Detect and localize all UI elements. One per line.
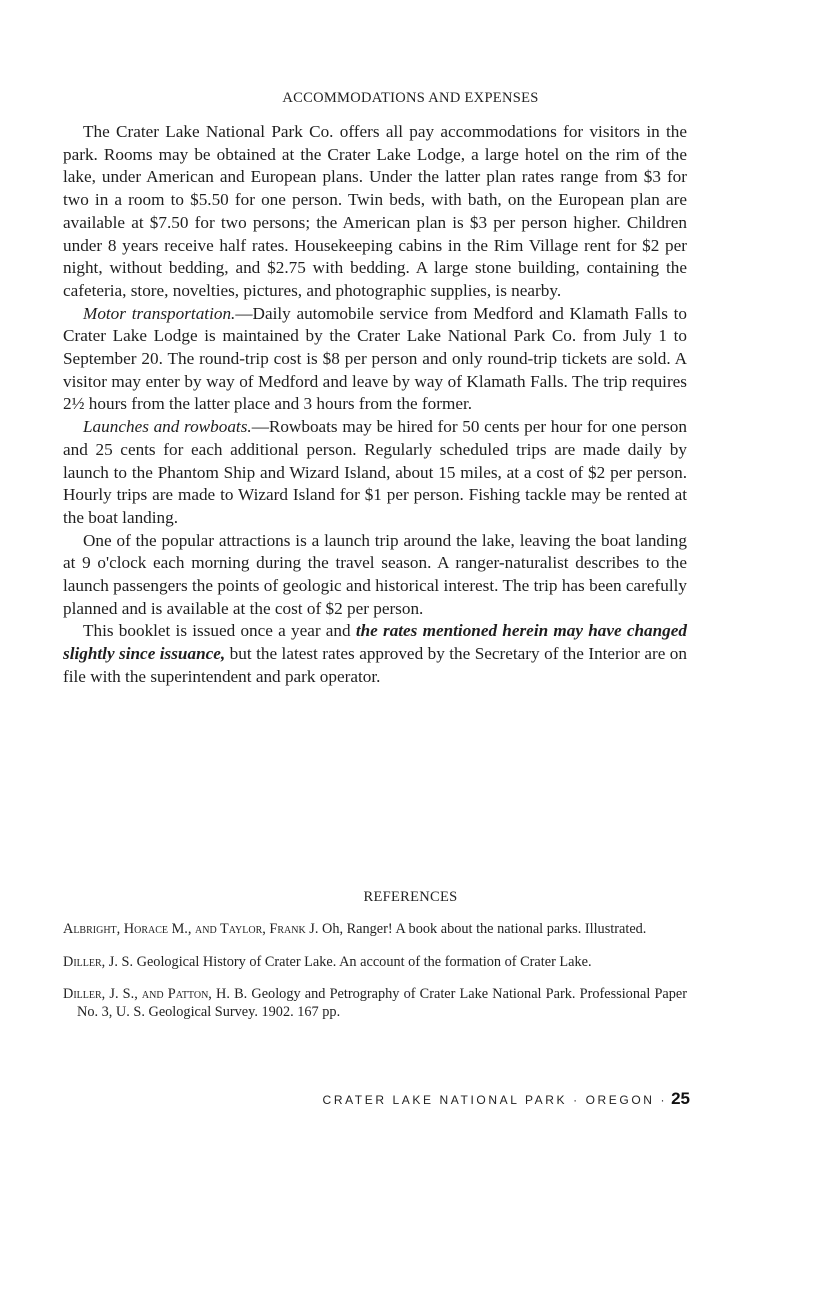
section-heading-accommodations: ACCOMMODATIONS AND EXPENSES — [282, 90, 539, 106]
paragraph-rates-notice: This booklet is issued once a year and the rates mentioned herein may have changed slightly since issuance, but the latest rates approved by the Secretary of the Interior are on file with the superintendent and park operator. — [63, 621, 687, 686]
reference-item: Diller, J. S., and Patton, H. B. Geology and Petrography of Crater Lake National Park. Professional Paper No. 3, U. S. Geological Survey. 1902. 167 pp. — [63, 986, 688, 1020]
reference-authors: Diller, J. S. — [63, 953, 134, 970]
paragraph-launch-trip: One of the popular attractions is a launch trip around the lake, leaving the boat landing at 9 o'clock each morning during the travel season. A ranger-naturalist describes to the launch passengers the points of geologic and historical interest. The trip has been carefully planned and is available at the cost of $2 per person. — [63, 530, 687, 618]
run-in-heading: Motor transportation. — [83, 303, 236, 323]
running-title: CRATER LAKE NATIONAL PARK · OREGON · — [322, 1093, 668, 1107]
page-number: 25 — [671, 1089, 690, 1108]
page-footer — [300, 1089, 690, 1109]
reference-item: Albright, Horace M., and Taylor, Frank J. Oh, Ranger! A book about the national parks. Illustrated. — [63, 921, 647, 937]
section-heading-references: REFERENCES — [363, 889, 458, 905]
references-list — [63, 921, 687, 1036]
reference-authors: Albright, Horace M., and Taylor, Frank J. — [63, 921, 319, 937]
paragraph-accommodations: The Crater Lake National Park Co. offers all pay accommodations for visitors in the park. Rooms may be obtained at the Crater Lake Lodge, a large hotel on the rim of the lake, under American and European plans. Under the latter plan rates range from $3 for two in a room to $5.50 for one person. Twin beds, with bath, on the European plan are available at $7.50 for two persons; the American plan is $3 per person higher. Children under 8 years receive half rates. Housekeeping cabins in the Rim Village rent for $2 per night, without bedding, and $2.75 with bedding. A large stone building, containing the cafeteria, store, novelties, pictures, and photographic supplies, is nearby. — [63, 122, 687, 300]
reference-authors: Diller, J. S., and Patton, H. B. — [63, 986, 248, 1003]
reference-item: Diller, J. S. Geological History of Crater Lake. An account of the formation of Crater Lake. — [63, 953, 592, 970]
run-in-heading: Launches and rowboats. — [83, 417, 252, 437]
paragraph-motor-transportation: Motor transportation.—Daily automobile service from Medford and Klamath Falls to Crater Lake Lodge is maintained by the Crater Lake National Park Co. from July 1 to September 20. The round-trip cost is $8 per person and only round-trip tickets are sold. A visitor may enter by way of Medford and leave by way of Klamath Falls. The trip requires 2½ hours from the latter place and 3 hours from the former. — [63, 303, 687, 414]
accommodations-body — [63, 121, 687, 689]
paragraph-launches-rowboats: Launches and rowboats.—Rowboats may be hired for 50 cents per hour for one person and 25 cents for each additional person. Regularly scheduled trips are made daily by launch to the Phantom Ship and Wizard Island, about 15 miles, at a cost of $2 per person. Hourly trips are made to Wizard Island for $1 per person. Fishing tackle may be rented at the boat landing. — [63, 417, 687, 527]
rates-emphasis: the rates mentioned herein may have changed slightly since issuance, — [63, 621, 687, 664]
